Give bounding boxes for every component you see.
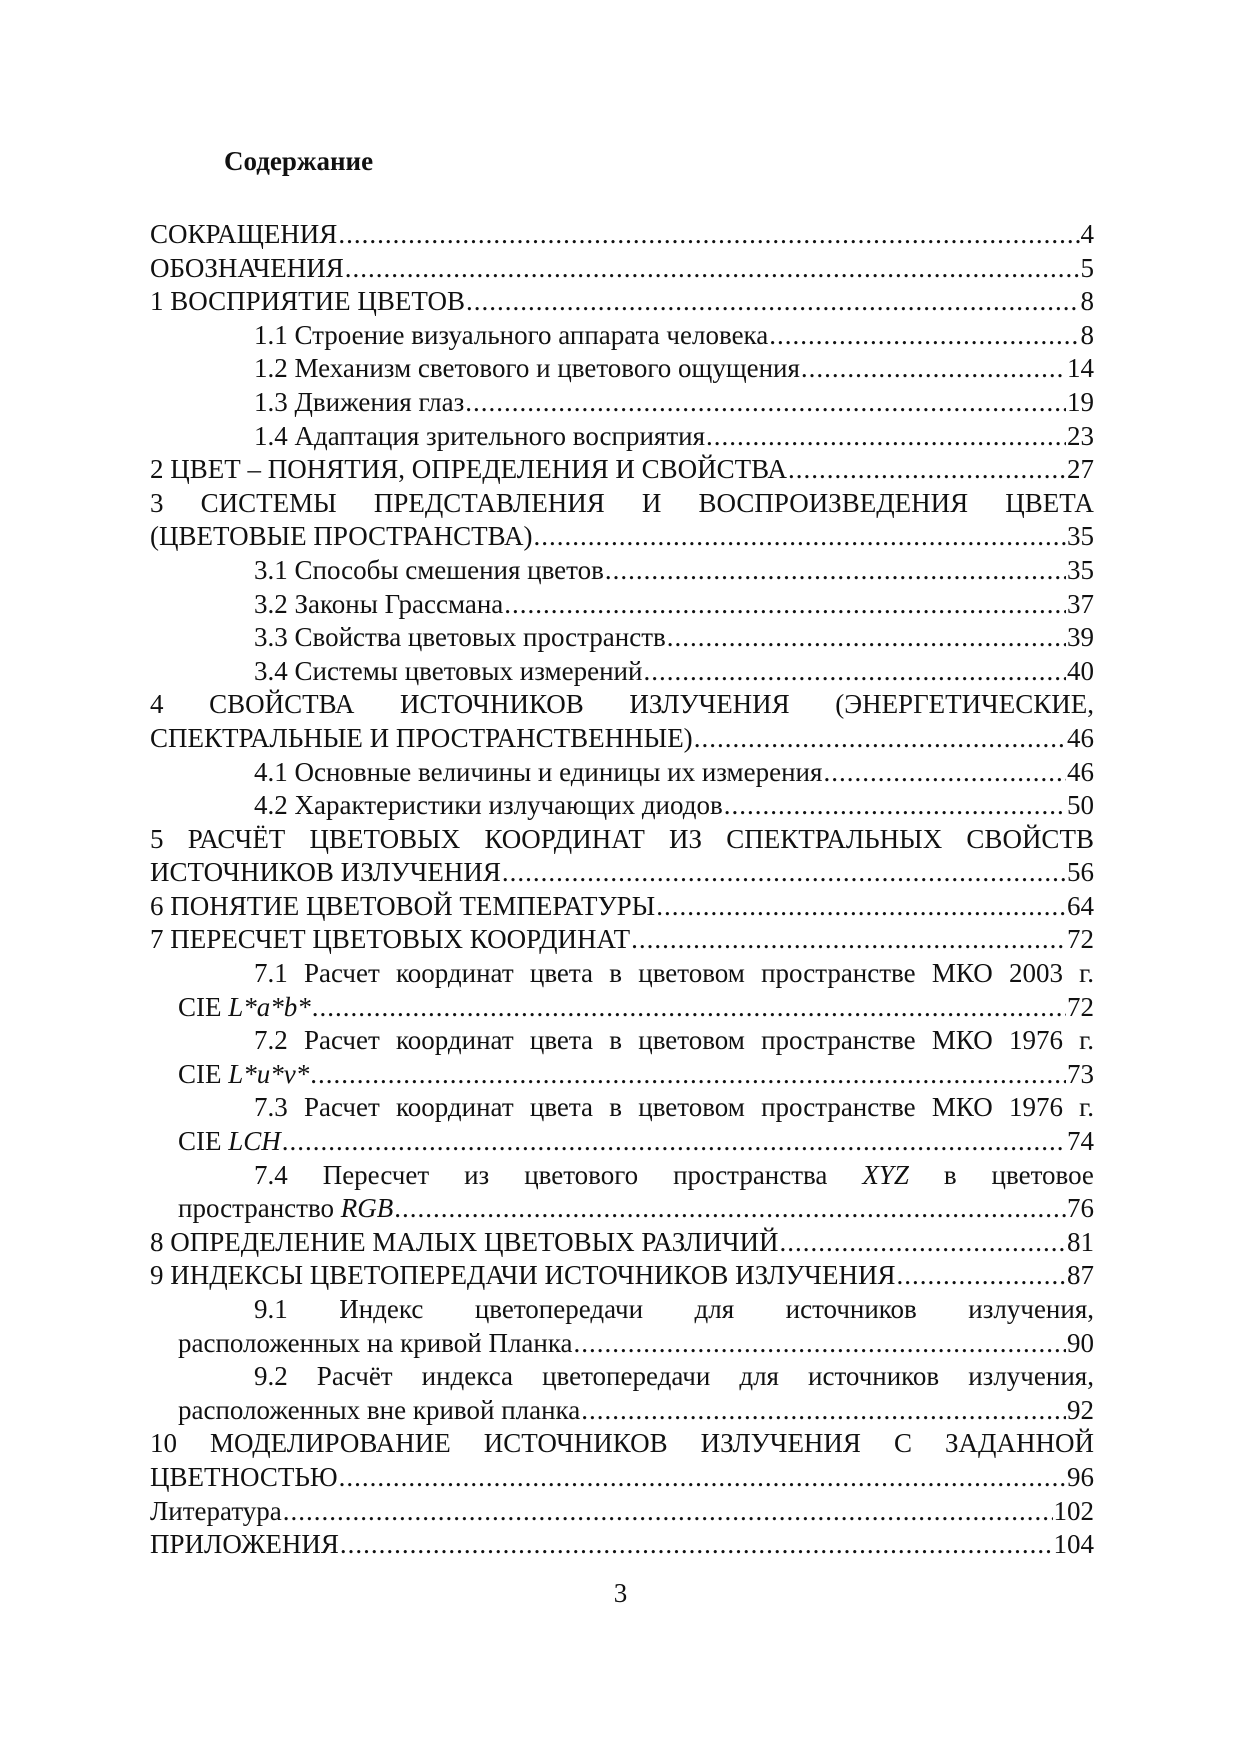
toc-entry — [150, 1495, 1094, 1529]
toc-page-number: 19 — [1067, 386, 1094, 417]
toc-entry-word: 5 — [150, 823, 164, 854]
toc-page-number: 46 — [1067, 756, 1094, 787]
toc-leader-dots — [466, 285, 1080, 319]
toc-entry-word: Расчет — [303, 1092, 380, 1123]
toc-entry-word: МКО — [931, 958, 993, 989]
toc-entry-word: СИСТЕМЫ — [200, 487, 337, 518]
toc-entry-text: 3.2 Законы Грассмана — [254, 588, 504, 619]
toc-entry-text: 4.1 Основные величины и единицы их измерения — [254, 756, 823, 787]
toc-entry-word: индекса — [421, 1361, 514, 1392]
toc-entry-text: расположенных на кривой Планка — [178, 1327, 573, 1358]
toc-entry-text: ОБОЗНАЧЕНИЯ — [150, 252, 344, 283]
toc-entry-word: цвета — [529, 1092, 594, 1123]
toc-entry-text: (ЦВЕТОВЫЕ ПРОСТРАНСТВА) — [150, 521, 533, 552]
toc-entry-text: 3.3 Свойства цветовых пространств — [254, 622, 666, 653]
toc-entry — [150, 1394, 1094, 1428]
toc-entry — [150, 1125, 1094, 1159]
toc-entry-word: ИЗЛУЧЕНИЯ — [700, 1428, 861, 1459]
toc-page-number: 39 — [1067, 622, 1094, 653]
toc-entry — [150, 218, 1094, 252]
toc-page-number: 5 — [1080, 252, 1094, 283]
toc-page-number: 50 — [1067, 790, 1094, 821]
toc-entry-text: 1.1 Строение визуального аппарата человека — [254, 319, 769, 350]
toc-entry-word: XYZ — [862, 1159, 909, 1190]
toc-entry-word: координат — [396, 958, 514, 989]
toc-page-number: 96 — [1067, 1461, 1094, 1492]
toc-entry-word: 7.1 — [254, 958, 288, 989]
toc-entry-word: 7.4 — [254, 1159, 288, 1190]
toc-page-number: 23 — [1067, 420, 1094, 451]
toc-page-number: 74 — [1067, 1126, 1094, 1157]
toc-leader-dots — [394, 1192, 1066, 1226]
toc-entry — [150, 823, 1094, 857]
table-of-contents — [150, 218, 1094, 1562]
toc-entry — [150, 923, 1094, 957]
toc-entry-word: г. — [1079, 958, 1094, 989]
toc-entry — [150, 756, 1094, 790]
toc-entry — [150, 420, 1094, 454]
toc-leader-dots — [656, 890, 1066, 924]
toc-leader-dots — [643, 655, 1066, 689]
toc-entry — [150, 352, 1094, 386]
toc-entry-word: ЦВЕТА — [1005, 487, 1094, 518]
toc-leader-dots — [694, 722, 1066, 756]
toc-entry — [150, 487, 1094, 521]
toc-entry-text: ПРИЛОЖЕНИЯ — [150, 1529, 339, 1560]
toc-entry-word: излучения, — [968, 1361, 1094, 1392]
toc-entry-word: цвета — [529, 958, 594, 989]
toc-entry-word: 3 — [150, 487, 164, 518]
toc-entry — [150, 1259, 1094, 1293]
toc-entry-word: СПЕКТРАЛЬНЫХ — [726, 823, 943, 854]
toc-entry-word: 7.2 — [254, 1025, 288, 1056]
toc-page-number: 4 — [1080, 219, 1094, 249]
toc-entry-word: в — [943, 1159, 957, 1190]
toc-page-number: 35 — [1067, 521, 1094, 552]
toc-entry-word: источников — [785, 1294, 917, 1324]
toc-entry — [150, 1192, 1094, 1226]
toc-entry-word: цвета — [529, 1025, 594, 1056]
toc-entry-word: цветопередачи — [542, 1361, 711, 1392]
toc-page-number: 72 — [1067, 924, 1094, 955]
toc-leader-dots — [312, 991, 1066, 1025]
toc-entry-word: пространства — [673, 1159, 828, 1190]
toc-leader-dots — [574, 1327, 1066, 1361]
toc-page-number: 56 — [1067, 857, 1094, 888]
toc-entry-text: 7 ПЕРЕСЧЕТ ЦВЕТОВЫХ КООРДИНАТ — [150, 924, 631, 955]
toc-leader-dots — [310, 1058, 1066, 1092]
toc-entry — [150, 386, 1094, 420]
toc-entry-text: 1 ВОСПРИЯТИЕ ЦВЕТОВ — [150, 286, 465, 317]
toc-entry — [150, 1226, 1094, 1260]
toc-leader-dots — [345, 252, 1080, 286]
toc-entry-word: Индекс — [339, 1294, 424, 1324]
toc-page-number: 27 — [1067, 454, 1094, 485]
toc-entry-word: координат — [396, 1092, 514, 1123]
toc-entry — [150, 621, 1094, 655]
toc-entry-word: 10 — [150, 1428, 177, 1459]
toc-leader-dots — [724, 789, 1066, 823]
toc-entry-text: 2 ЦВЕТ – ПОНЯТИЯ, ОПРЕДЕЛЕНИЯ И СВОЙСТВА — [150, 454, 787, 485]
toc-entry-word: 9.2 — [254, 1361, 288, 1392]
toc-entry-word: для — [694, 1294, 735, 1324]
toc-entry — [150, 1293, 1094, 1327]
toc-page-number: 35 — [1067, 554, 1094, 585]
toc-leader-dots — [283, 1495, 1053, 1529]
toc-entry — [150, 319, 1094, 353]
toc-entry — [150, 688, 1094, 722]
toc-entry — [150, 789, 1094, 823]
toc-entry — [150, 1024, 1094, 1058]
toc-entry-text: ЦВЕТНОСТЬЮ — [150, 1461, 338, 1492]
toc-entry-word: пространстве — [761, 1092, 916, 1123]
toc-entry-word: ИЗ — [669, 823, 703, 854]
toc-entry — [150, 890, 1094, 924]
toc-entry-word: г. — [1079, 1025, 1094, 1056]
toc-entry — [150, 1461, 1094, 1495]
toc-entry-text: 1.2 Механизм светового и цветового ощущения — [254, 353, 800, 384]
toc-entry-word: координат — [396, 1025, 514, 1056]
toc-leader-dots — [605, 554, 1066, 588]
toc-entry-word: Расчёт — [316, 1361, 393, 1392]
toc-entry-word: И — [641, 487, 662, 518]
toc-entry-text: 6 ПОНЯТИЕ ЦВЕТОВОЙ ТЕМПЕРАТУРЫ — [150, 890, 656, 921]
toc-leader-dots — [504, 588, 1066, 622]
toc-entry-text: 1.4 Адаптация зрительного восприятия — [254, 420, 705, 451]
toc-entry-text: 4.2 Характеристики излучающих диодов — [254, 790, 723, 821]
toc-page-number: 81 — [1067, 1226, 1094, 1257]
toc-entry-word: цветовое — [991, 1159, 1094, 1190]
toc-entry — [150, 1327, 1094, 1361]
toc-leader-dots — [339, 1461, 1066, 1495]
toc-entry-word: в — [609, 1025, 623, 1056]
toc-entry-word: ИСТОЧНИКОВ — [399, 689, 584, 720]
toc-leader-dots — [502, 856, 1066, 890]
toc-entry-text: пространство RGB — [178, 1193, 394, 1224]
toc-page-number: 104 — [1053, 1529, 1094, 1560]
toc-entry — [150, 1091, 1094, 1125]
toc-entry-word: 1976 — [1008, 1092, 1063, 1123]
toc-entry — [150, 554, 1094, 588]
toc-entry-word: ПРЕДСТАВЛЕНИЯ — [373, 487, 605, 518]
toc-leader-dots — [581, 1394, 1066, 1428]
toc-entry-word: С — [893, 1428, 912, 1459]
toc-leader-dots — [769, 319, 1079, 353]
toc-entry — [150, 520, 1094, 554]
toc-entry — [150, 252, 1094, 286]
toc-page-number: 73 — [1067, 1058, 1094, 1089]
toc-leader-dots — [823, 756, 1066, 790]
toc-page-number: 90 — [1067, 1327, 1094, 1358]
toc-entry-text: 9 ИНДЕКСЫ ЦВЕТОПЕРЕДАЧИ ИСТОЧНИКОВ ИЗЛУЧЕНИЯ — [150, 1260, 896, 1291]
toc-entry — [150, 1159, 1094, 1193]
toc-leader-dots — [340, 1528, 1053, 1562]
toc-entry-word: пространстве — [761, 1025, 916, 1056]
toc-entry-word: излучения, — [968, 1294, 1094, 1324]
toc-entry — [150, 655, 1094, 689]
toc-leader-dots — [896, 1259, 1066, 1293]
toc-leader-dots — [282, 1125, 1066, 1159]
page-number: 3 — [613, 1578, 628, 1608]
toc-page-number: 76 — [1067, 1193, 1094, 1224]
toc-leader-dots — [631, 923, 1066, 957]
toc-entry-text: ИСТОЧНИКОВ ИЗЛУЧЕНИЯ — [150, 857, 501, 888]
toc-leader-dots — [533, 520, 1066, 554]
toc-entry-word: пространстве — [761, 958, 916, 989]
toc-entry-text: СОКРАЩЕНИЯ — [150, 219, 338, 249]
toc-leader-dots — [465, 386, 1066, 420]
toc-entry-text: расположенных вне кривой планка — [178, 1394, 581, 1425]
toc-entry-word: Расчет — [303, 958, 380, 989]
toc-entry-word: цветовом — [638, 1092, 745, 1123]
toc-entry-word: РАСЧЁТ — [187, 823, 286, 854]
toc-entry-word: 4 — [150, 689, 164, 720]
toc-page-number: 8 — [1080, 286, 1094, 317]
toc-entry — [150, 1360, 1094, 1394]
toc-entry-word: источников — [808, 1361, 940, 1392]
toc-entry-word: цветового — [524, 1159, 639, 1190]
toc-page-number: 64 — [1067, 890, 1094, 921]
toc-entry — [150, 588, 1094, 622]
toc-entry — [150, 1427, 1094, 1461]
toc-entry — [150, 991, 1094, 1025]
toc-entry-word: 2003 — [1008, 958, 1063, 989]
toc-entry — [150, 285, 1094, 319]
toc-entry-word: цветовом — [638, 958, 745, 989]
toc-entry-text: CIE LCH — [178, 1126, 281, 1157]
toc-entry — [150, 1528, 1094, 1562]
toc-entry-word: (ЭНЕРГЕТИЧЕСКИЕ, — [835, 689, 1094, 720]
toc-page-number: 87 — [1067, 1260, 1094, 1291]
toc-leader-dots — [338, 218, 1079, 252]
toc-entry-word: в — [609, 1092, 623, 1123]
toc-page-number: 102 — [1053, 1495, 1094, 1526]
toc-entry — [150, 1058, 1094, 1092]
toc-entry-word: из — [464, 1159, 490, 1190]
toc-entry-word: Пересчет — [322, 1159, 430, 1190]
toc-entry-word: ЦВЕТОВЫХ — [309, 823, 461, 854]
toc-entry-word: 7.3 — [254, 1092, 288, 1123]
toc-entry-word: СВОЙСТВ — [966, 823, 1094, 854]
toc-entry-text: CIE L*u*v* — [178, 1058, 310, 1089]
toc-entry-text: 8 ОПРЕДЕЛЕНИЕ МАЛЫХ ЦВЕТОВЫХ РАЗЛИЧИЙ — [150, 1226, 779, 1257]
toc-entry-word: в — [609, 958, 623, 989]
toc-entry — [150, 722, 1094, 756]
toc-entry-text: 1.3 Движения глаз — [254, 386, 465, 417]
toc-leader-dots — [801, 352, 1066, 386]
toc-entry — [150, 957, 1094, 991]
toc-entry-word: ЗАДАННОЙ — [945, 1428, 1094, 1459]
toc-entry-word: цветовом — [638, 1025, 745, 1056]
toc-leader-dots — [788, 453, 1066, 487]
toc-entry-word: г. — [1079, 1092, 1094, 1123]
toc-page-number: 8 — [1080, 319, 1094, 350]
toc-entry-word: цветопередачи — [474, 1294, 644, 1324]
toc-entry-text: СПЕКТРАЛЬНЫЕ И ПРОСТРАНСТВЕННЫЕ) — [150, 722, 693, 753]
toc-entry-word: 1976 — [1008, 1025, 1063, 1056]
toc-entry-word: МКО — [931, 1025, 993, 1056]
toc-entry — [150, 453, 1094, 487]
toc-leader-dots — [667, 621, 1066, 655]
toc-page-number: 92 — [1067, 1394, 1094, 1425]
toc-entry — [150, 856, 1094, 890]
toc-entry-word: для — [739, 1361, 779, 1392]
toc-entry-word: МКО — [931, 1092, 993, 1123]
toc-entry-text: 3.1 Способы смешения цветов — [254, 554, 604, 585]
toc-page-number: 14 — [1067, 353, 1094, 384]
toc-entry-text: CIE L*a*b* — [178, 991, 311, 1022]
toc-entry-word: ВОСПРОИЗВЕДЕНИЯ — [698, 487, 969, 518]
toc-leader-dots — [706, 420, 1066, 454]
toc-entry-word: 9.1 — [254, 1294, 288, 1324]
toc-entry-word: КООРДИНАТ — [484, 823, 645, 854]
toc-page-number: 46 — [1067, 722, 1094, 753]
toc-page-number: 40 — [1067, 655, 1094, 686]
toc-entry-word: ИСТОЧНИКОВ — [483, 1428, 668, 1459]
toc-leader-dots — [780, 1226, 1067, 1260]
toc-entry-word: ИЗЛУЧЕНИЯ — [629, 689, 790, 720]
toc-page-number: 72 — [1067, 991, 1094, 1022]
toc-entry-text: 3.4 Системы цветовых измерений — [254, 655, 643, 686]
page-title: Содержание — [224, 146, 374, 176]
toc-entry-word: Расчет — [303, 1025, 380, 1056]
toc-page-number: 37 — [1067, 588, 1094, 619]
toc-entry-word: СВОЙСТВА — [209, 689, 355, 720]
toc-entry-word: МОДЕЛИРОВАНИЕ — [210, 1428, 451, 1459]
toc-entry-text: Литература — [150, 1495, 282, 1526]
